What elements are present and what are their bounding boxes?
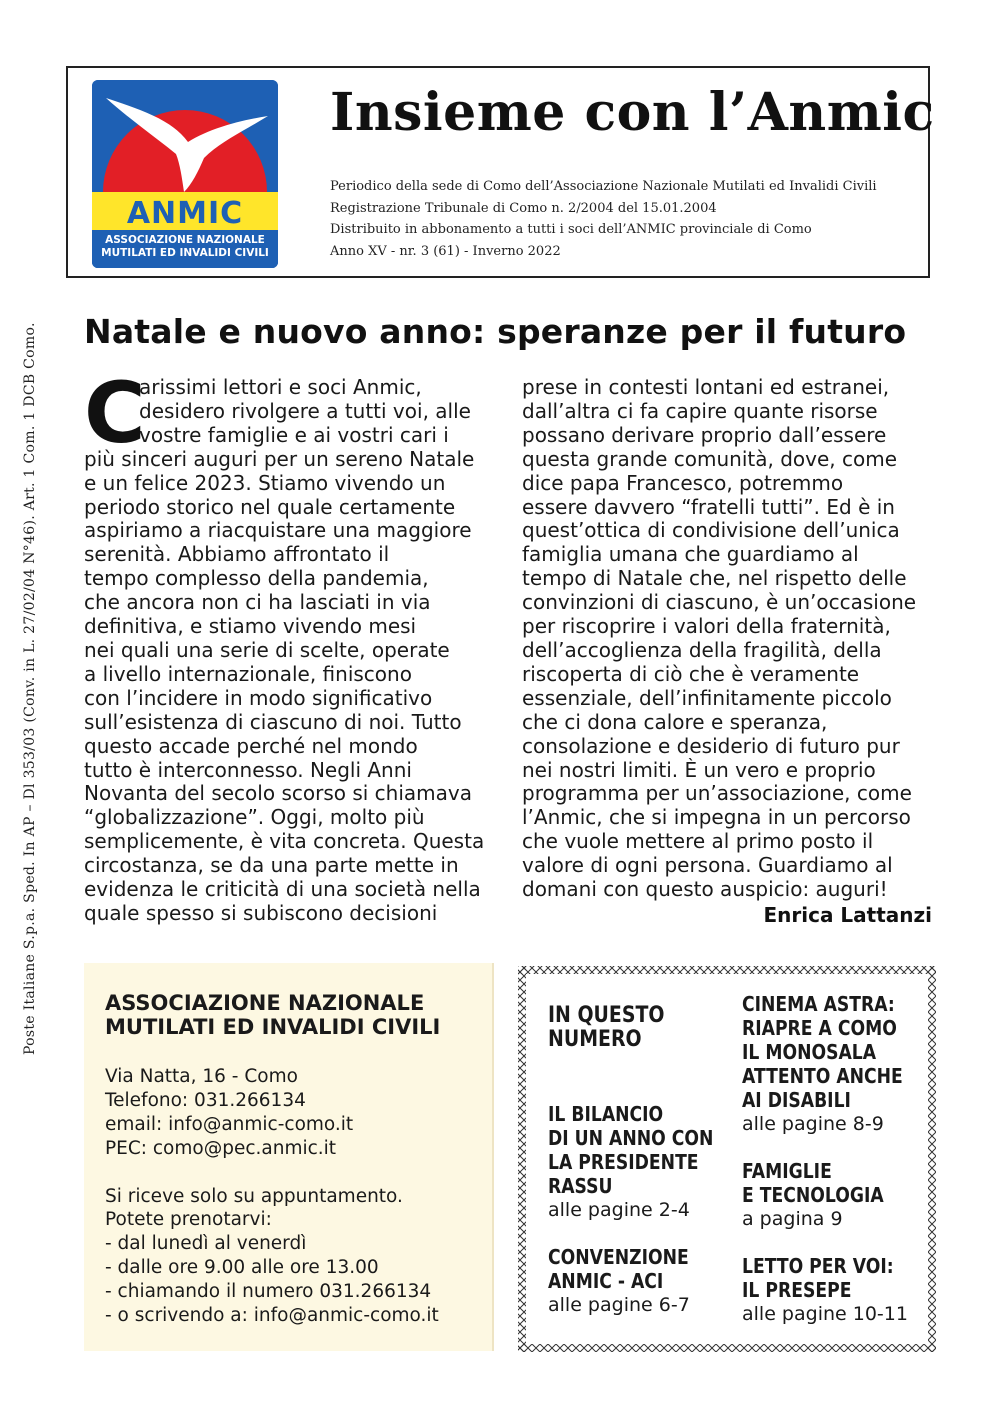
article-line: che ci dona calore e speranza, (522, 709, 828, 734)
hours-time: - dalle ore 9.00 alle ore 13.00 (105, 1257, 379, 1279)
article-line: semplicemente, è vita concreta. Questa (84, 829, 485, 854)
drop-cap: C (84, 364, 146, 462)
contact-box (84, 963, 494, 1351)
article-line: a livello internazionale, finiscono (84, 661, 412, 686)
article-line: nei quali una serie di scelte, operate (84, 637, 450, 662)
article-line: che ancora non ci ha lasciati in via (84, 590, 431, 615)
info-line: Distribuito in abbonamento a tutti i soci dell’ANMIC provinciale di Como (330, 222, 812, 237)
article-column-right (522, 376, 934, 902)
article-line: dice papa Francesco, potremmo (522, 470, 844, 495)
info-line: Periodico della sede di Como dell’Associazione Nazionale Mutilati ed Invalidi Civili (330, 179, 877, 194)
contact-address: Via Natta, 16 - Como (105, 1066, 298, 1087)
publication-info (330, 176, 877, 262)
article-line: essenziale, dell’infinitamente piccolo (522, 685, 892, 710)
article-line: valore di ogni persona. Guardiamo al (522, 853, 893, 878)
toc-item: LETTO PER VOI: IL PRESEPE alle pagine 10-11 (742, 1254, 908, 1325)
article-line: questo accade perché nel mondo (84, 733, 418, 758)
article-line: nei nostri limiti. È un vero e proprio (522, 757, 876, 782)
contact-pec: PEC: como@pec.anmic.it (105, 1137, 337, 1159)
publication-title: Insieme con l’Anmic (330, 82, 935, 143)
logo-subtitle: ASSOCIAZIONE NAZIONALE MUTILATI ED INVALIDI CIVILI (101, 234, 269, 259)
article-line: con l’incidere in modo significativo (84, 685, 433, 710)
article-line: più sinceri auguri per un sereno Natale (84, 446, 475, 471)
anmic-logo (92, 80, 278, 268)
contact-title: ASSOCIAZIONE NAZIONALE MUTILATI ED INVALIDI CIVILI (105, 991, 441, 1039)
article-line: riscoperta di ciò che è veramente (522, 661, 860, 686)
article-line: “globalizzazione”. Oggi, molto più (84, 805, 425, 830)
hours-book: Potete prenotarvi: (105, 1209, 272, 1231)
contact-phone: Telefono: 031.266134 (105, 1089, 306, 1111)
article-line: tutto è interconnesso. Negli Anni (84, 757, 412, 782)
hours-phone: - chiamando il numero 031.266134 (105, 1281, 432, 1303)
article-line: desidero rivolgere a tutti voi, alle (139, 398, 471, 423)
article-line: evidenza le criticità di una società nella (84, 877, 481, 902)
article-line: possano derivare proprio dall’essere (522, 422, 887, 447)
article-line: quest’ottica di condivisione dell’unica (522, 518, 900, 543)
article-line: quale spesso si subiscono decisioni (84, 900, 438, 925)
article-line: l’Anmic, che si impegna in un percorso (522, 805, 911, 830)
article-line: per riscoprire i valori della fraternità, (522, 614, 891, 639)
toc-item: IL BILANCIO DI UN ANNO CON LA PRESIDENTE RASSU alle pagine 2-4 (548, 1102, 714, 1221)
article-line: vostre famiglie e ai vostri cari i (139, 422, 449, 447)
toc-item: CINEMA ASTRA: RIAPRE A COMO IL MONOSALA ATTENTO ANCHE AI DISABILI alle pagine 8-9 (742, 992, 903, 1135)
hours-days: - dal lunedì al venerdì (105, 1233, 307, 1255)
article-line: domani con questo auspicio: auguri! (522, 877, 888, 902)
article-signature: Enrica Lattanzi (763, 903, 932, 927)
article-line: essere davvero “fratelli tutti”. Ed è in (522, 494, 895, 519)
masthead (66, 66, 935, 278)
article-line: dell’accoglienza della fragilità, della (522, 637, 882, 662)
contact-details (105, 1065, 439, 1328)
article-line: sull’esistenza di ciascuno di noi. Tutto (84, 709, 462, 734)
article-line: arissimi lettori e soci Anmic, (139, 375, 422, 399)
article-line: circostanza, se da una parte mette in (84, 853, 459, 878)
toc-heading: IN QUESTO NUMERO (548, 1003, 665, 1052)
article-line: Novanta del secolo scorso si chiamava (84, 781, 472, 806)
article-line: periodo storico nel quale certamente (84, 494, 456, 519)
info-line: Anno XV - nr. 3 (61) - Inverno 2022 (330, 243, 561, 259)
article-column-left (84, 364, 499, 926)
article-line: e un felice 2023. Stiamo vivendo un (84, 470, 446, 495)
toc-box (516, 964, 938, 1354)
hours-mail: - o scrivendo a: info@anmic-como.it (105, 1305, 439, 1327)
toc-item: FAMIGLIE E TECNOLOGIA a pagina 9 (742, 1159, 884, 1230)
toc-item: CONVENZIONE ANMIC - ACI alle pagine 6-7 (548, 1245, 690, 1316)
article-line: famiglia umana che guardiamo al (522, 542, 859, 567)
article-line: aspiriamo a riacquistare una maggiore (84, 518, 472, 543)
article-line: questa grande comunità, dove, come (522, 446, 897, 471)
hours-intro: Si riceve solo su appuntamento. (105, 1185, 403, 1207)
info-line: Registrazione Tribunale di Como n. 2/2004 del 15.01.2004 (330, 200, 717, 216)
article-line: tempo di Natale che, nel rispetto delle (522, 566, 907, 591)
article-line: che vuole mettere al primo posto il (522, 829, 874, 854)
article-line: consolazione e desiderio di futuro pur (522, 733, 900, 758)
article-line: dall’altra ci fa capire quante risorse (522, 398, 878, 423)
contact-email: email: info@anmic-como.it (105, 1113, 354, 1135)
article-line: tempo complesso della pandemia, (84, 566, 429, 591)
logo-name: ANMIC (126, 196, 244, 231)
article-line: definitiva, e stiamo vivendo mesi (84, 614, 417, 639)
article-line: prese in contesti lontani ed estranei, (522, 375, 890, 399)
postal-notice: Poste Italiane S.p.a. Sped. In AP – Dl 353/03 (Conv. in L. 27/02/04 N°46). Art. 1 Com. 1 DCB Como. (22, 322, 38, 1055)
article-headline: Natale e nuovo anno: speranze per il futuro (84, 312, 907, 351)
article-line: serenità. Abbiamo affrontato il (84, 542, 390, 567)
article-line: convinzioni di ciascuno, è un’occasione (522, 590, 917, 615)
article-line: programma per un’associazione, come (522, 781, 912, 806)
